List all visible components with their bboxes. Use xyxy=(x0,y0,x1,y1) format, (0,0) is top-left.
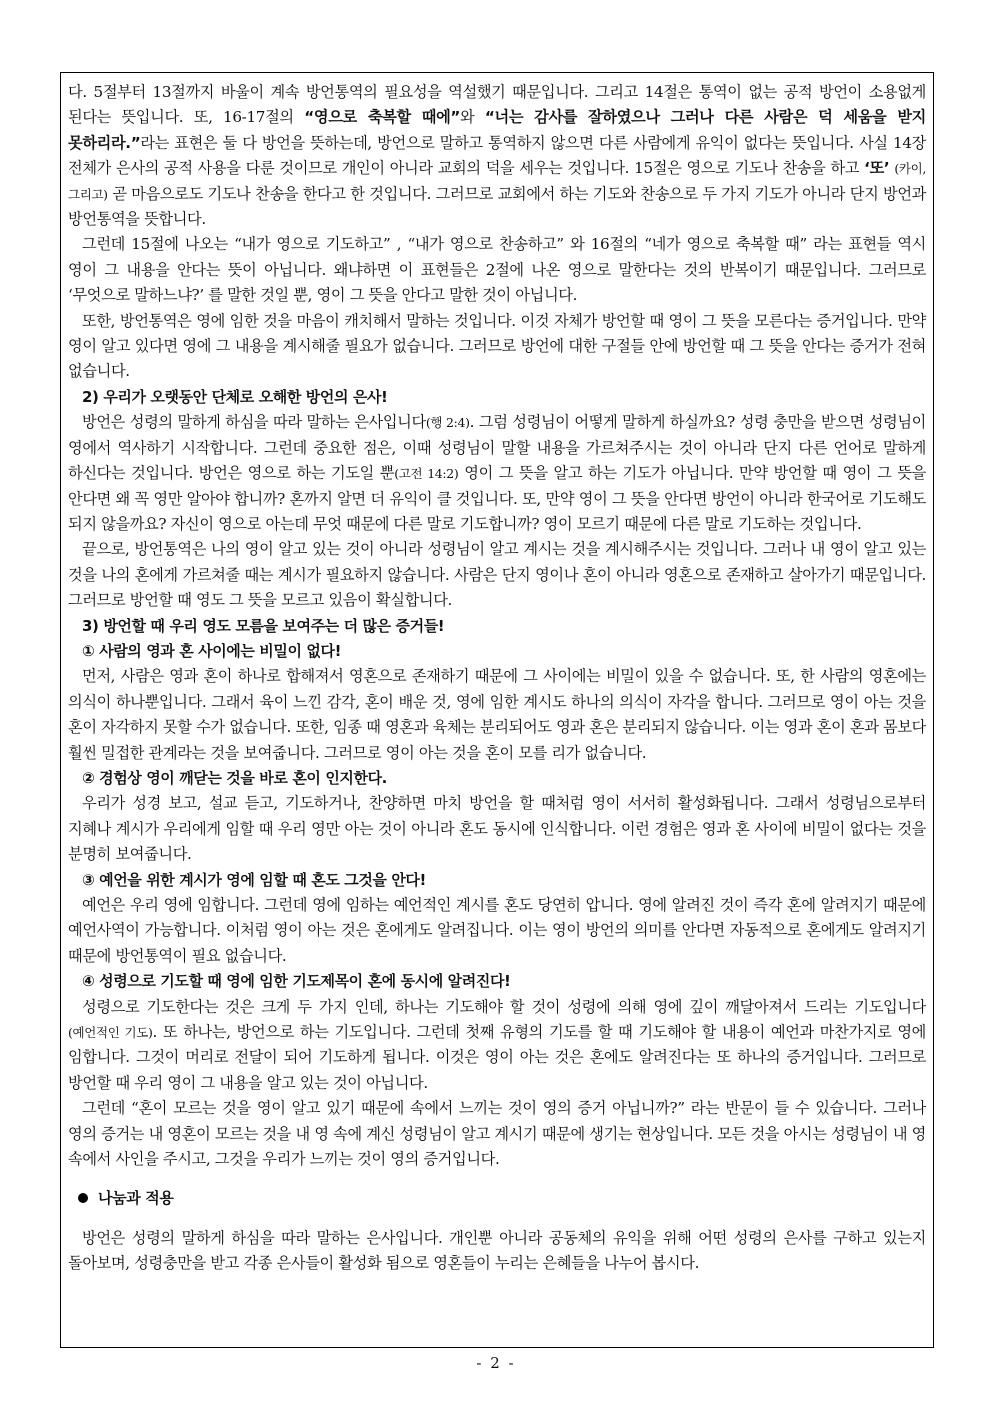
section-heading-2: 2) 우리가 오랫동안 단체로 오해한 방언의 은사! xyxy=(82,387,388,406)
subheading-1: ① 사람의 영과 혼 사이에는 비밀이 없다! xyxy=(82,641,342,660)
paragraph-7: 우리가 성경 보고, 설교 듣고, 기도하거나, 찬양하면 마치 방언을 할 때처럼 영이 서서히 활성화됩니다. 그래서 성령님으로부터 지혜나 계시가 우리에게 임할 때 우리 영만 아는 것이 아니라 혼도 동시에 인식합니다. 이런 경험은 영과 혼 사이에 비밀이 없다는 것을 분명히 보여줍니다. xyxy=(68,794,926,864)
page-number: - 2 - xyxy=(476,1354,516,1372)
paragraph-3: 또한, 방언통역은 영에 임한 것을 마음이 캐치해서 말하는 것입니다. 이것 자체가 방언할 때 영이 그 뜻을 모른다는 증거입니다. 만약 영이 알고 있다면 영에 그 내용을 계시해줄 필요가 없습니다. 그러므로 방언에 대한 구절들 안에 방언할 때 그 뜻을 안다는 증거가 전혀 없습니다. xyxy=(68,311,926,381)
section-heading-3: 3) 방언할 때 우리 영도 모름을 보여주는 더 많은 증거들! xyxy=(82,616,445,635)
paragraph-10: 그런데 “혼이 모르는 것을 영이 알고 있기 때문에 속에서 느끼는 것이 영의 증거 아닙니까?” 라는 반문이 들 수 있습니다. 그러나 영의 증거는 내 영혼이 모르는 것을 내 영 속에 계신 성령님이 알고 계시기 때문에 생기는 현상입니다. 모든 것을 아시는 성령님이 내 영 속에서 사인을 주시고, 그것을 우리가 느끼는 것이 영의 증거입니다. xyxy=(68,1099,926,1169)
quote-give-thanks: “너는 감사를 잘하였으나 그러나 다른 사람은 덕 세움을 받지 못하리라.” xyxy=(68,108,926,152)
subheading-3: ③ 예언을 위한 계시가 영에 임할 때 혼도 그것을 안다! xyxy=(82,870,426,889)
paragraph-9: 성령으로 기도한다는 것은 크게 두 가지 인데, 하나는 기도해야 할 것이 성령에 의해 영에 깊이 깨달아져서 드리는 기도입니다(예언적인 기도). 또 하나는, 방언으로 하는 기도입니다. 그런데 첫째 유형의 기도를 할 때 기도해야 할 내용이 예언과 마찬가지로 영에 임합니다. 그것이 머리로 전달이 되어 기도하게 됩니다. 이것은 영이 아는 것은 혼에도 알려진다는 또 하나의 증거입니다. 그러므로 방언할 때 우리 영이 그 내용을 알고 있는 것이 아닙니다. xyxy=(68,997,927,1092)
paragraph-2: 그런데 15절에 나오는 “내가 영으로 기도하고” , “내가 영으로 찬송하고” 와 16절의 “네가 영으로 축복할 때” 라는 표현들 역시 영이 그 내용을 안다는 뜻이 아닙니다. 왜냐하면 이 표현들은 2절에 나온 영으로 말한다는 것의 반복이기 때문입니다. 그러므로 ‘무엇으로 말하느냐?’ 를 말한 것일 뿐, 영이 그 뜻을 안다고 말한 것이 아닙니다. xyxy=(68,235,926,305)
document-body xyxy=(68,80,926,1340)
sharing-heading: 나눔과 적용 xyxy=(68,1186,926,1211)
paragraph-6: 먼저, 사람은 영과 혼이 하나로 합해져서 영혼으로 존재하기 때문에 그 사이에는 비밀이 있을 수 없습니다. 또, 한 사람의 영혼에는 의식이 하나뿐입니다. 그래서 육이 느낀 감각, 혼이 배운 것, 영에 임한 계시도 하나의 의식이 자각을 합니다. 그러므로 영이 아는 것을 혼이 자각하지 못할 수가 없습니다. 또한, 임종 때 영혼과 육체는 분리되어도 영과 혼은 분리되지 않습니다. 이는 영과 혼이 혼과 몸보다 훨씬 밀접한 관계라는 것을 보여줍니다. 그러므로 영이 아는 것을 혼이 모를 리가 없습니다. xyxy=(68,667,926,762)
subheading-4: ④ 성령으로 기도할 때 영에 임한 기도제목이 혼에 동시에 알려진다! xyxy=(82,972,511,991)
sharing-body: 방언은 성령의 말하게 하심을 따라 말하는 은사입니다. 개인뿐 아니라 공동체의 유익을 위해 어떤 성령의 은사를 구하고 있는지 돌아보며, 성령충만을 받고 각종 은사들이 활성화 됨으로 영혼들이 누리는 은혜들을 나누어 봅시다. xyxy=(68,1228,926,1273)
paragraph-4: 방언은 성령의 말하게 하심을 따라 말하는 은사입니다(행 2:4). 그럼 성령님이 어떻게 말하게 하실까요? 성령 충만을 받으면 성령님이 영에서 역사하기 시작합니다. 그런데 중요한 점은, 이때 성령님이 말할 내용을 가르쳐주시는 것이 아니라 단지 다른 언어로 말하게 하신다는 것입니다. 방언은 영으로 하는 기도일 뿐(고전 14:2) 영이 그 뜻을 알고 하는 기도가 아닙니다. 만약 방언할 때 영이 그 뜻을 안다면 왜 꼭 영만 알아야 합니까? 혼까지 알면 더 유익이 클 것입니다. 또, 만약 영이 그 뜻을 안다면 방언이 아니라 한국어로 기도해도 되지 않을까요? 자신이 영으로 아는데 무엇 때문에 다른 말로 기도합니까? 영이 모르기 때문에 다른 말로 기도하는 것입니다. xyxy=(68,413,926,533)
subheading-2: ② 경험상 영이 깨닫는 것을 바로 혼이 인지한다. xyxy=(82,768,387,787)
paragraph-5: 끝으로, 방언통역은 나의 영이 알고 있는 것이 아니라 성령님이 알고 계시는 것을 계시해주시는 것입니다. 그러나 내 영이 알고 있는 것을 나의 혼에게 가르쳐줄 때는 계시가 필요하지 않습니다. 사람은 단지 영이나 혼이 아니라 영혼으로 존재하고 살아가기 때문입니다. 그러므로 방언할 때 영도 그 뜻을 모르고 있음이 확실합니다. xyxy=(68,540,926,610)
quote-bless-in-spirit: “영으로 축복할 때에” xyxy=(304,108,461,127)
quote-also: ‘또’ xyxy=(864,159,890,178)
bullet-icon xyxy=(78,1193,88,1203)
paragraph-1: 다. 5절부터 13절까지 바울이 계속 방언통역의 필요성을 역설했기 때문입니다. 그리고 14절은 통역이 없는 공적 방언이 소용없게 된다는 뜻입니다. 또, 16-17절의 “영으로 축복할 때에”와 “너는 감사를 잘하였으나 그러나 다른 사람은 덕 세움을 받지 못하리라.”라는 표현은 둘 다 방언을 뜻하는데, 방언으로 말하고 통역하지 않으면 다른 사람에게 유익이 없다는 뜻입니다. 사실 14장 전체가 은사의 공적 사용을 다룬 것이므로 개인이 아니라 교회의 덕을 세우는 것입니다. 15절은 영으로 기도나 찬송을 하고 ‘또’ (카이, 그리고) 곧 마음으로도 기도나 찬송을 한다고 한 것입니다. 그러므로 교회에서 하는 기도와 찬송으로 두 가지 기도가 아니라 단지 방언과 방언통역을 뜻합니다. xyxy=(68,83,926,229)
paragraph-8: 예언은 우리 영에 임합니다. 그런데 영에 임하는 예언적인 계시를 혼도 당연히 압니다. 영에 알려진 것이 즉각 혼에 알려지기 때문에 예언사역이 가능합니다. 이처럼 영이 아는 것은 혼에게도 알려집니다. 이는 영이 방언의 의미를 안다면 자동적으로 혼에게도 알려지기 때문에 방언통역이 필요 없습니다. xyxy=(68,896,926,965)
